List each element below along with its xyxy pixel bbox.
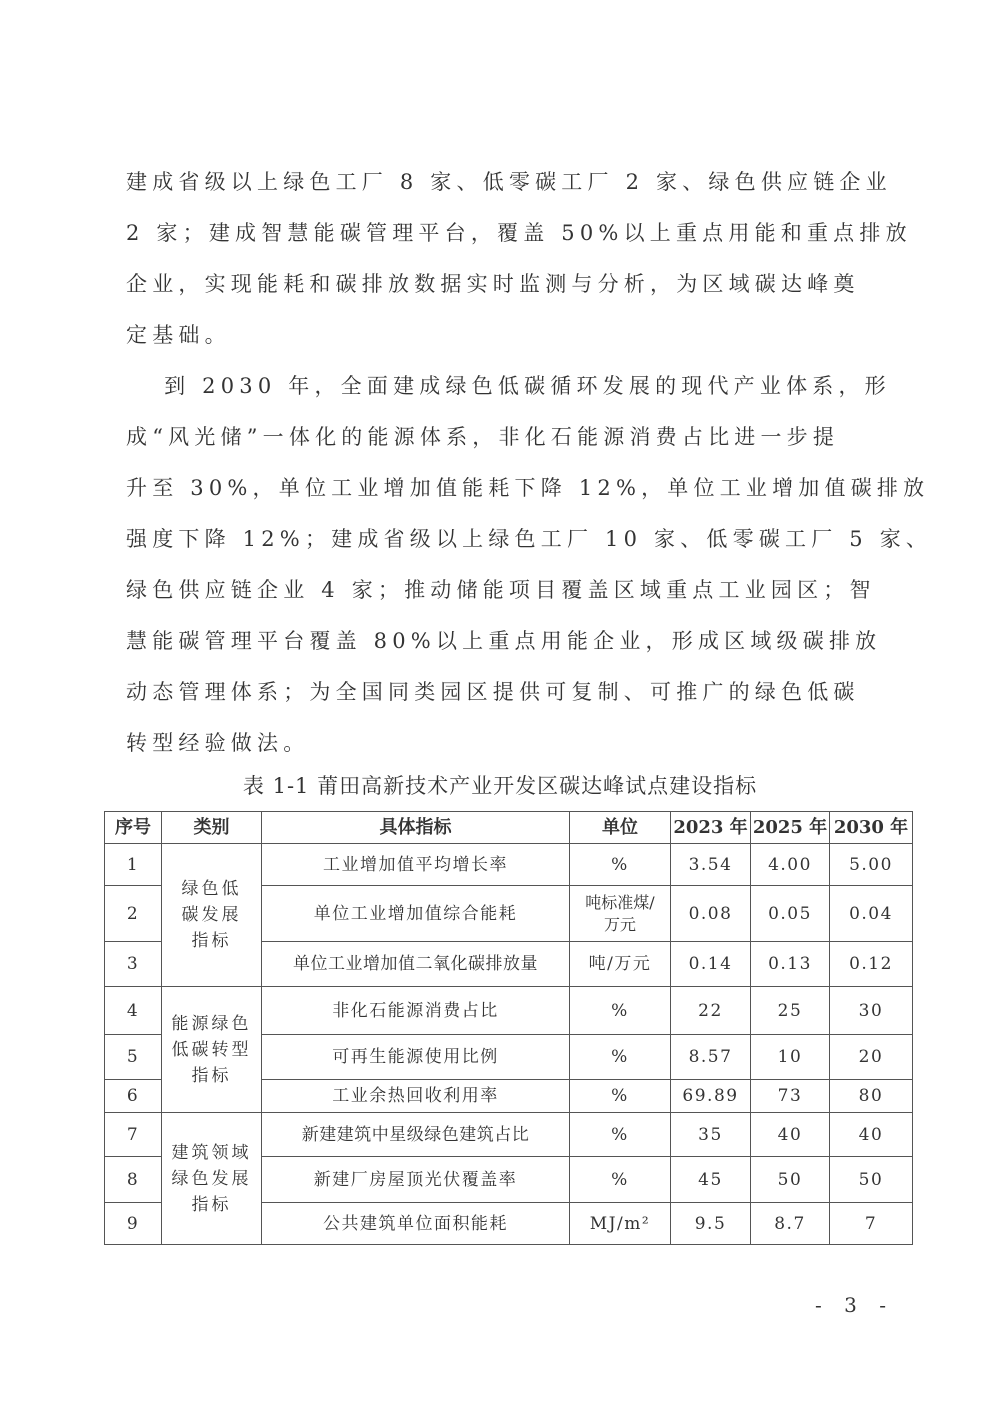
cell-2023: 8.57 bbox=[671, 1035, 751, 1080]
cell-2023: 69.89 bbox=[671, 1080, 751, 1113]
text-line: 绿色供应链企业 4 家；推动储能项目覆盖区域重点工业园区；智 bbox=[126, 578, 876, 602]
header-indicator: 具体指标 bbox=[262, 812, 570, 844]
text-line: 企业，实现能耗和碳排放数据实时监测与分析，为区域碳达峰奠 bbox=[126, 272, 860, 296]
cell-2025: 0.05 bbox=[751, 886, 830, 942]
text-line: 到 2030 年，全面建成绿色低碳循环发展的现代产业体系，形 bbox=[126, 374, 891, 398]
indicator-table bbox=[104, 811, 913, 1245]
text-line: 建成省级以上绿色工厂 8 家、低零碳工厂 2 家、绿色供应链企业 bbox=[126, 170, 892, 194]
cell-category bbox=[162, 1113, 262, 1245]
cell-category bbox=[162, 987, 262, 1113]
text-line: 定基础。 bbox=[126, 323, 231, 347]
cell-indicator: 新建建筑中星级绿色建筑占比 bbox=[262, 1113, 570, 1157]
table-row bbox=[105, 1113, 913, 1157]
table-header-row bbox=[105, 812, 913, 844]
cell-no: 6 bbox=[105, 1080, 162, 1113]
cell-2023: 0.14 bbox=[671, 942, 751, 987]
cell-unit: % bbox=[570, 987, 671, 1035]
cell-unit: % bbox=[570, 1113, 671, 1157]
table-row bbox=[105, 844, 913, 886]
text-line: 动态管理体系；为全国同类园区提供可复制、可推广的绿色低碳 bbox=[126, 680, 860, 704]
text-line: 转型经验做法。 bbox=[126, 731, 310, 755]
cell-2030: 40 bbox=[830, 1113, 913, 1157]
header-no: 序号 bbox=[105, 812, 162, 844]
cell-indicator: 非化石能源消费占比 bbox=[262, 987, 570, 1035]
cell-indicator: 单位工业增加值综合能耗 bbox=[262, 886, 570, 942]
cell-unit: MJ/m² bbox=[570, 1203, 671, 1245]
cell-unit: 吨/万元 bbox=[570, 942, 671, 987]
text-line: 强度下降 12%；建成省级以上绿色工厂 10 家、低零碳工厂 5 家、 bbox=[126, 527, 933, 551]
cell-2023: 0.08 bbox=[671, 886, 751, 942]
cell-2025: 50 bbox=[751, 1157, 830, 1203]
cell-2023: 35 bbox=[671, 1113, 751, 1157]
text-line: 2 家；建成智慧能碳管理平台，覆盖 50%以上重点用能和重点排放 bbox=[126, 221, 912, 245]
cell-indicator: 单位工业增加值二氧化碳排放量 bbox=[262, 942, 570, 987]
table-caption: 表 1-1 莆田高新技术产业开发区碳达峰试点建设指标 bbox=[242, 774, 758, 798]
cell-2030: 50 bbox=[830, 1157, 913, 1203]
text-line: 升至 30%，单位工业增加值能耗下降 12%，单位工业增加值碳排放 bbox=[126, 476, 930, 500]
cell-unit: % bbox=[570, 1035, 671, 1080]
cell-2023: 3.54 bbox=[671, 844, 751, 886]
text-line: 慧能碳管理平台覆盖 80%以上重点用能企业，形成区域级碳排放 bbox=[126, 629, 882, 653]
text-line: 成“风光储”一体化的能源体系，非化石能源消费占比进一步提 bbox=[126, 425, 840, 449]
cell-2030: 0.04 bbox=[830, 886, 913, 942]
cell-2030: 7 bbox=[830, 1203, 913, 1245]
cell-indicator: 公共建筑单位面积能耗 bbox=[262, 1203, 570, 1245]
cell-no: 1 bbox=[105, 844, 162, 886]
cell-2025: 73 bbox=[751, 1080, 830, 1113]
cell-unit bbox=[570, 886, 671, 942]
cell-2023: 22 bbox=[671, 987, 751, 1035]
header-2030: 2030 年 bbox=[830, 812, 913, 844]
category-label: 能源绿色低碳转型指标 bbox=[171, 1013, 252, 1086]
unit-label: 吨标准煤/万元 bbox=[585, 892, 655, 934]
table-row bbox=[105, 987, 913, 1035]
page-number: - 3 - bbox=[815, 1293, 894, 1317]
cell-no: 8 bbox=[105, 1157, 162, 1203]
cell-indicator: 可再生能源使用比例 bbox=[262, 1035, 570, 1080]
cell-2023: 45 bbox=[671, 1157, 751, 1203]
cell-indicator: 工业增加值平均增长率 bbox=[262, 844, 570, 886]
cell-indicator: 新建厂房屋顶光伏覆盖率 bbox=[262, 1157, 570, 1203]
cell-2025: 10 bbox=[751, 1035, 830, 1080]
header-category: 类别 bbox=[162, 812, 262, 844]
cell-2023: 9.5 bbox=[671, 1203, 751, 1245]
cell-unit: % bbox=[570, 1080, 671, 1113]
cell-2030: 20 bbox=[830, 1035, 913, 1080]
cell-indicator: 工业余热回收利用率 bbox=[262, 1080, 570, 1113]
cell-2025: 4.00 bbox=[751, 844, 830, 886]
cell-no: 5 bbox=[105, 1035, 162, 1080]
cell-unit: % bbox=[570, 844, 671, 886]
cell-no: 4 bbox=[105, 987, 162, 1035]
category-label: 建筑领域绿色发展指标 bbox=[171, 1142, 252, 1215]
cell-no: 3 bbox=[105, 942, 162, 987]
cell-unit: % bbox=[570, 1157, 671, 1203]
cell-2025: 8.7 bbox=[751, 1203, 830, 1245]
paragraph-2030-targets bbox=[126, 361, 933, 769]
cell-2025: 0.13 bbox=[751, 942, 830, 987]
category-label: 绿色低碳发展指标 bbox=[181, 879, 242, 951]
cell-2030: 80 bbox=[830, 1080, 913, 1113]
cell-2030: 0.12 bbox=[830, 942, 913, 987]
cell-no: 9 bbox=[105, 1203, 162, 1245]
paragraph-2025-targets bbox=[126, 157, 912, 361]
header-unit: 单位 bbox=[570, 812, 671, 844]
cell-category bbox=[162, 844, 262, 987]
header-2025: 2025 年 bbox=[751, 812, 830, 844]
header-2023: 2023 年 bbox=[671, 812, 751, 844]
cell-2025: 25 bbox=[751, 987, 830, 1035]
cell-2030: 30 bbox=[830, 987, 913, 1035]
cell-2025: 40 bbox=[751, 1113, 830, 1157]
cell-no: 2 bbox=[105, 886, 162, 942]
cell-no: 7 bbox=[105, 1113, 162, 1157]
cell-2030: 5.00 bbox=[830, 844, 913, 886]
